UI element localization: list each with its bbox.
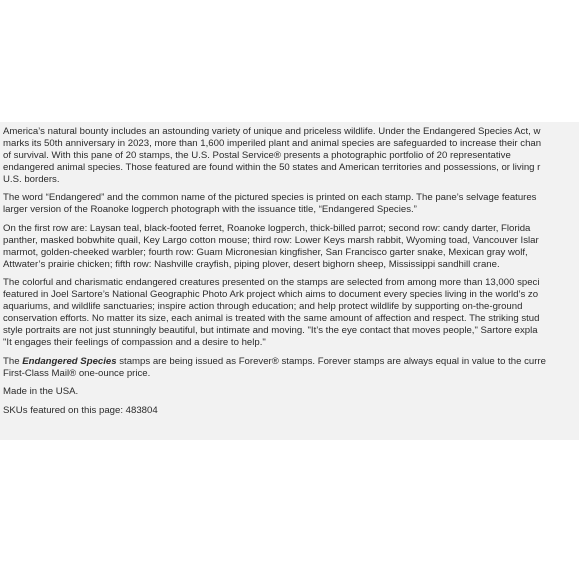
text-line: marks its 50th anniversary in 2023, more than 1,600 imperiled plant and animal species are safeguarded to increase their chan xyxy=(3,137,542,149)
text-line: U.S. borders. xyxy=(3,173,60,185)
text-fragment: The xyxy=(3,355,23,367)
made-in-text: Made in the USA. xyxy=(3,386,79,398)
text-line: endangered animal species. Those featured are found within the 50 states and American territories and possessions, or living r xyxy=(3,161,541,173)
description-paragraph-stamp-text xyxy=(3,192,579,216)
stamp-title: Endangered Species xyxy=(22,355,117,367)
text-line: "It engages their feelings of compassion and a desire to help." xyxy=(3,336,266,348)
product-description xyxy=(3,126,579,424)
description-paragraph-intro xyxy=(3,126,579,186)
text-line xyxy=(3,356,579,368)
product-description-panel xyxy=(0,122,579,440)
text-line: Attwater’s prairie chicken; fifth row: Nashville crayfish, piping plover, desert bighorn sheep, Mississippi sandhill crane. xyxy=(3,258,500,270)
text-line: On the first row are: Laysan teal, black-footed ferret, Roanoke logperch, thick-billed parrot; second row: candy darter, Florida xyxy=(3,222,531,234)
text-line: style portraits are not just stunningly beautiful, but intimate and moving. "It’s the eye contact that moves people," Sartore expla xyxy=(3,324,538,336)
text-line: marmot, golden-cheeked warbler; fourth row: Guam Micronesian kingfisher, San Francisco garter snake, Mexican gray wolf, xyxy=(3,246,528,258)
description-paragraph-photo-ark xyxy=(3,277,579,348)
skus-text: SKUs featured on this page: 483804 xyxy=(3,404,158,416)
text-line: aquariums, and wildlife sanctuaries; inspire action through education; and help protect wildlife by supporting on-the-ground xyxy=(3,301,523,313)
description-paragraph-rows xyxy=(3,223,579,271)
text-line: The word “Endangered” and the common name of the pictured species is printed on each stamp. The pane’s selvage features xyxy=(3,192,537,204)
text-fragment: stamps are being issued as Forever® stamps. Forever stamps are always equal in value to the curre xyxy=(116,355,546,367)
text-line: panther, masked bobwhite quail, Key Largo cotton mouse; third row: Lower Keys marsh rabbit, Wyoming toad, Vancouver Islar xyxy=(3,234,539,246)
description-paragraph-forever xyxy=(3,356,579,380)
text-line: The colorful and charismatic endangered creatures presented on the stamps are selected from among more than 13,000 speci xyxy=(3,277,540,289)
text-line: featured in Joel Sartore’s National Geographic Photo Ark project which aims to document every species living in the world’s zo xyxy=(3,289,539,301)
text-line: America’s natural bounty includes an astounding variety of unique and priceless wildlife. Under the Endangered Species Act, w xyxy=(3,126,541,137)
text-line: larger version of the Roanoke logperch photograph with the issuance title, “Endangered Species.” xyxy=(3,204,417,216)
text-line: of survival. With this pane of 20 stamps, the U.S. Postal Service® presents a photographic portfolio of 20 representative xyxy=(3,149,511,161)
text-line: conservation efforts. No matter its size, each animal is treated with the same amount of affection and respect. The striking stud xyxy=(3,313,540,325)
text-line: First-Class Mail® one-ounce price. xyxy=(3,367,151,379)
